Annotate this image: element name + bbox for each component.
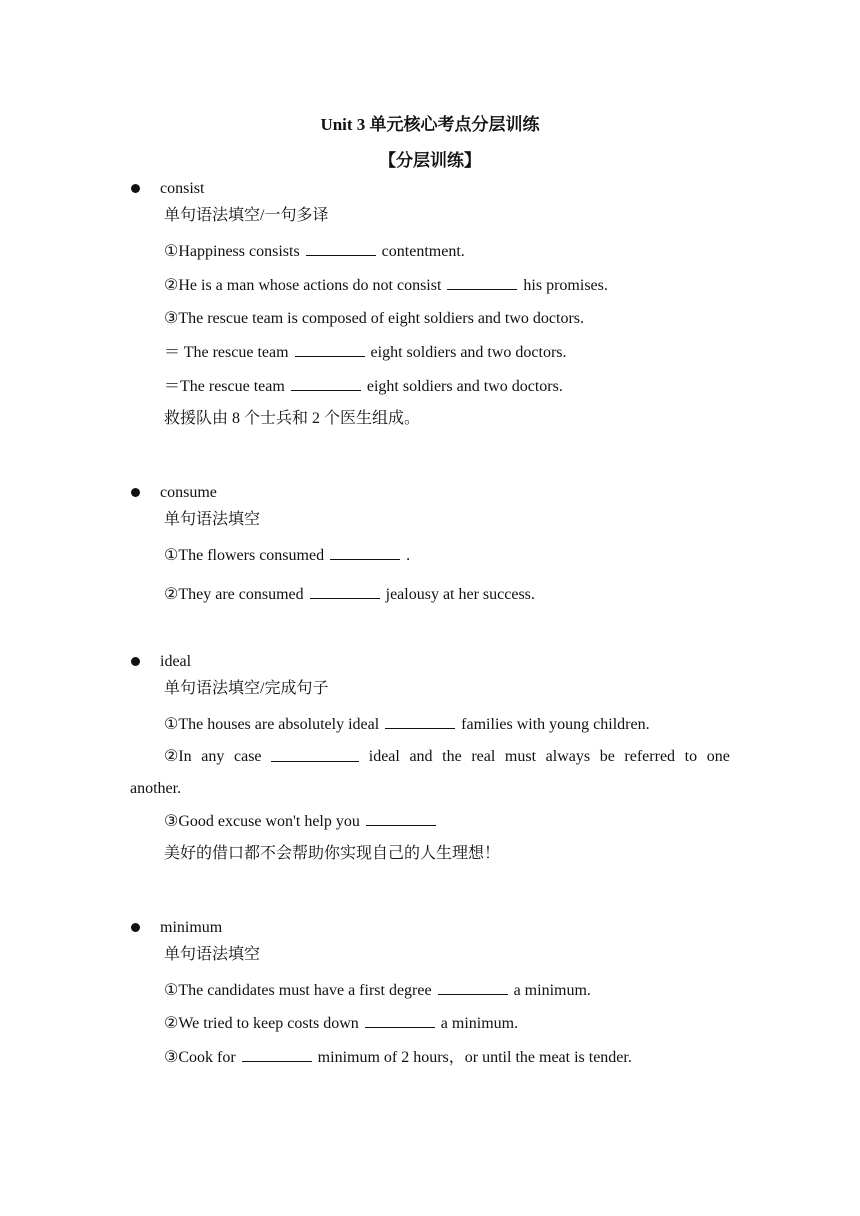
translation-text: 美好的借口都不会帮助你实现自己的人生理想！ (164, 845, 501, 862)
section-instruction: 单句语法填空 (164, 511, 261, 528)
bullet-icon (131, 657, 140, 666)
answer-blank[interactable] (385, 713, 455, 729)
answer-blank[interactable] (291, 375, 361, 391)
exercise-item: ②He is a man whose actions do not consist his promises. (164, 274, 730, 296)
translation-text: 救援队由 8 个士兵和 2 个医生组成。 (164, 410, 421, 427)
section-word: ideal (160, 653, 192, 670)
section-instruction: 单句语法填空/一句多译 (164, 207, 329, 224)
bullet-icon (131, 923, 140, 932)
document-subtitle: 【分层训练】 (379, 151, 481, 170)
section-word: minimum (160, 919, 223, 936)
answer-blank[interactable] (365, 1012, 435, 1028)
exercise-item: ＝The rescue team eight soldiers and two doctors. (164, 375, 730, 397)
answer-blank[interactable] (366, 810, 436, 826)
exercise-item-continuation: another. (130, 780, 182, 797)
exercise-item: ①Happiness consists contentment. (164, 240, 730, 262)
exercise-item: ＝ The rescue team eight soldiers and two doctors. (164, 341, 730, 363)
answer-blank[interactable] (295, 341, 365, 357)
answer-blank[interactable] (310, 583, 380, 599)
exercise-item: ③The rescue team is composed of eight soldiers and two doctors. (164, 310, 585, 327)
answer-blank[interactable] (447, 274, 517, 290)
exercise-item: ①The candidates must have a first degree a minimum. (164, 979, 730, 1001)
section-word: consist (160, 180, 205, 197)
answer-blank[interactable] (271, 746, 359, 762)
document-title: Unit 3 单元核心考点分层训练 (320, 115, 540, 134)
answer-blank[interactable] (242, 1046, 312, 1062)
answer-blank[interactable] (330, 544, 400, 560)
answer-blank[interactable] (306, 240, 376, 256)
section-instruction: 单句语法填空/完成句子 (164, 680, 329, 697)
exercise-item: ②We tried to keep costs down a minimum. (164, 1012, 730, 1034)
exercise-item: ②They are consumed jealousy at her success. (164, 583, 730, 605)
exercise-item: ①The flowers consumed . (164, 544, 730, 566)
exercise-item: ②In any case ideal and the real must always be referred to one (164, 748, 730, 765)
exercise-item: ③Good excuse won't help you (164, 810, 730, 832)
exercise-item: ③Cook for minimum of 2 hours，or until the meat is tender. (164, 1046, 730, 1068)
bullet-icon (131, 488, 140, 497)
answer-blank[interactable] (438, 979, 508, 995)
bullet-icon (131, 184, 140, 193)
section-word: consume (160, 484, 217, 501)
exercise-item: ①The houses are absolutely ideal families with young children. (164, 713, 730, 735)
section-instruction: 单句语法填空 (164, 946, 261, 963)
